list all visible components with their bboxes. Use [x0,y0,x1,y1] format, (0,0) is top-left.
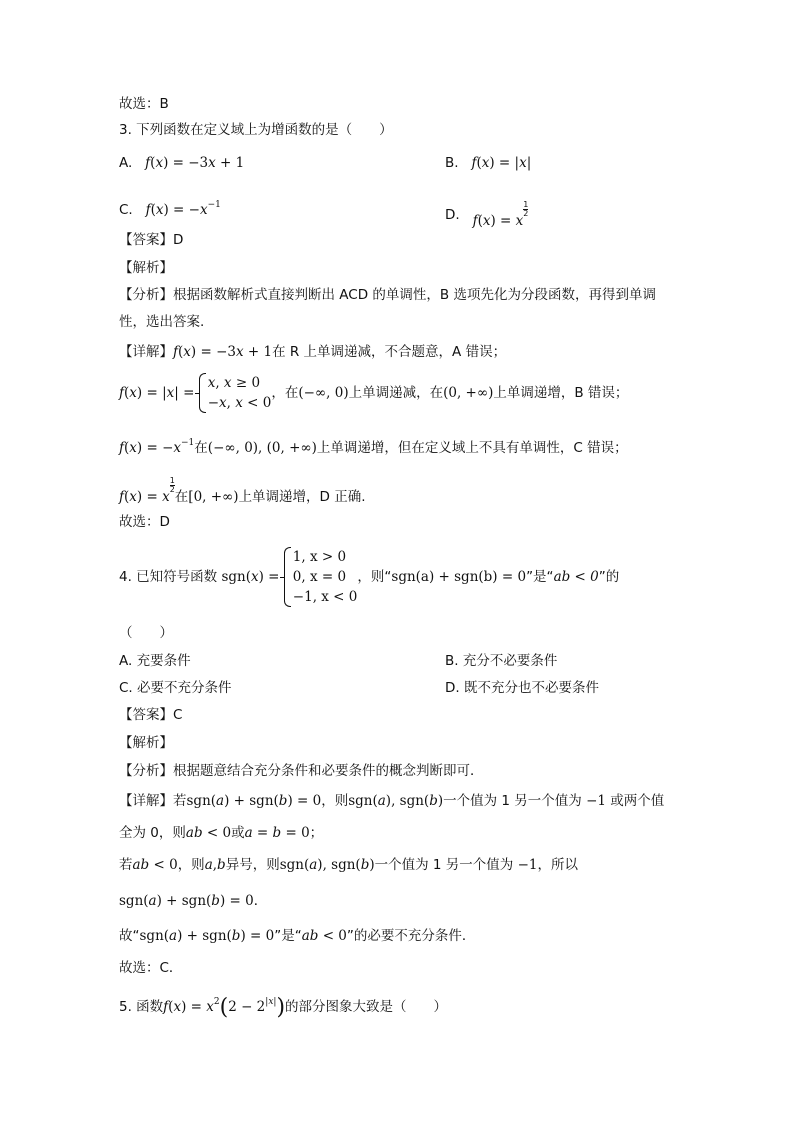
q3-option-a-formula: f [145,155,151,171]
q3-analysis-label: 【解析】 [119,260,173,276]
piecewise-abs: x, x ≥ 0 −x, x < 0 [199,373,272,413]
q4-detail-3: 若ab < 0，则a,b异号，则sgn(a), sgn(b)一个值为 1 另一个值为 −1，所以 [119,857,578,873]
q3-choice: 故选：D [119,514,170,530]
q4-option-d[interactable]: D. 既不充分也不必要条件 [445,680,599,696]
q3-fenxi-line1: 【分析】根据函数解析式直接判断出 ACD 的单调性，B 选项先化为分段函数，再得到单调 [119,287,656,303]
q4-option-a[interactable]: A. 充要条件 [119,653,191,669]
q4-paren: （ ） [119,625,173,641]
q3-detail-b: f(x) = |x| = x, x ≥ 0 −x, x < 0 ，在(−∞, 0)上单调递减，在(0, +∞)上单调递增，B 错误； [119,375,629,411]
q4-stem: 4. 已知符号函数 sgn(x) = 1, x > 0 0, x = 0 −1, x < 0 ，则“sgn(a) + sgn(b) = 0”是“ab < 0”的 [119,549,620,605]
q4-conclusion: 故“sgn(a) + sgn(b) = 0”是“ab < 0”的必要不充分条件． [119,928,476,944]
q3-fenxi-line2: 性，选出答案. [119,314,205,330]
q3-detail-d: f(x) = x $\frac{1}{2}$ 在[0, +∞)上单调递增，D 正确. [119,476,366,505]
q4-answer: 【答案】C [119,707,183,723]
q4-detail-2: 全为 0，则ab < 0或a = b = 0； [119,825,324,841]
q3-detail-c: $f(x) = -x^{-1}$在(−∞, 0), (0, +∞)上单调递增，但在定义域上不具有单调性，C 错误； [119,438,628,456]
q3-option-d[interactable]: D. f(x) = x $\frac{1}{2}$ [445,200,529,229]
prev-choice: 故选：B [119,96,169,112]
q4-option-c[interactable]: C. 必要不充分条件 [119,680,232,696]
q4-choice: 故选：C． [119,960,183,976]
q3-option-b[interactable]: B. f(x) = |x| [445,155,532,171]
q5-stem: 5. 函数$f(x) = x^2(2 - 2^{|x|})$的部分图象大致是（ ） [119,995,448,1020]
q3-detail-a: 【详解】f(x) = −3x + 1在 R 上单调递减，不合题意，A 错误； [119,344,507,360]
q4-analysis-label: 【解析】 [119,735,173,751]
piecewise-sgn: 1, x > 0 0, x = 0 −1, x < 0 [284,547,358,607]
q4-detail-4: sgn(a) + sgn(b) = 0． [119,893,268,909]
q3-answer: 【答案】D [119,232,184,248]
q4-option-b[interactable]: B. 充分不必要条件 [445,653,558,669]
q3-option-c[interactable]: C. $f(x) = -x^{-1}$ [119,200,221,218]
q3-stem: 3. 下列函数在定义域上为增函数的是（ ） [119,122,393,138]
q4-detail-1: 【详解】若sgn(a) + sgn(b) = 0，则sgn(a), sgn(b)一个值为 1 另一个值为 −1 或两个值 [119,793,665,809]
q3-option-a[interactable]: A. f(x) = −3x + 1 [119,155,245,171]
q4-fenxi: 【分析】根据题意结合充分条件和必要条件的概念判断即可． [119,763,484,779]
